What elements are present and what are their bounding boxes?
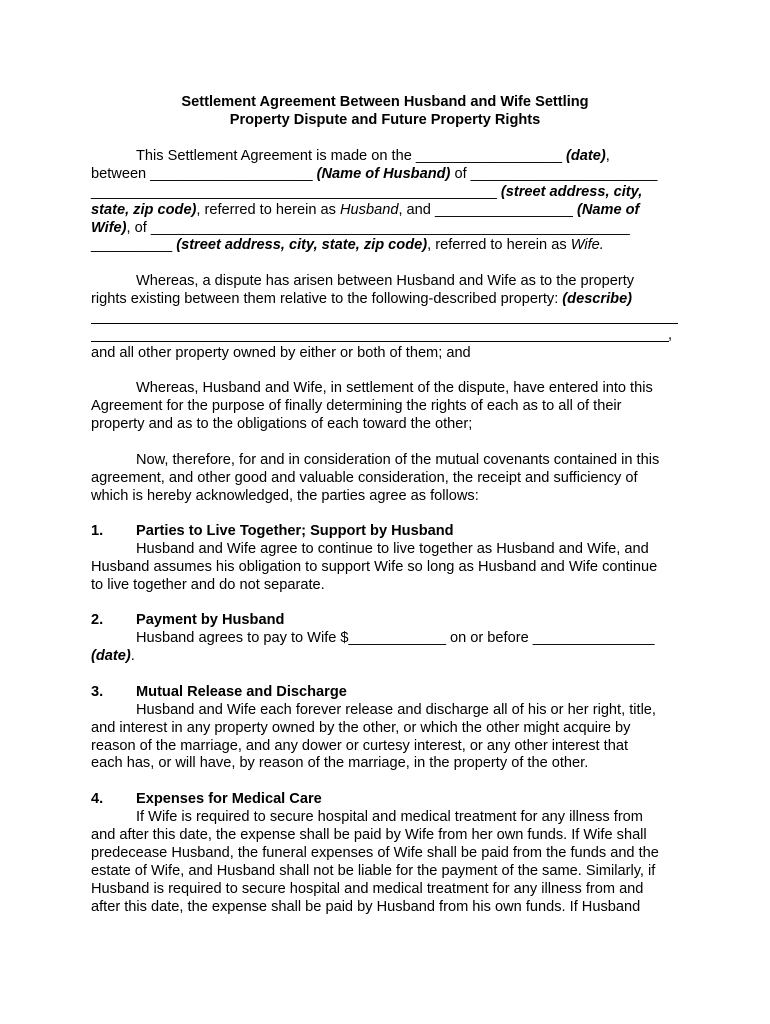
section-4-number: 4. [91,791,104,807]
section-4-heading: Expenses for Medical Care [136,791,322,807]
whereas2-line-3: property and as to the obligations of each toward the other; [91,416,473,432]
section-4-line-5: Husband is required to secure hospital and medical treatment for any illness from and [91,881,644,897]
section-2-line-1: Husband agrees to pay to Wife $____________ on or before _______________ [136,630,655,646]
blank-rule-2 [91,341,669,342]
now-line-1: Now, therefore, for and in consideration of the mutual covenants contained in this [136,452,660,468]
intro-line-6: __________ (street address, city, state, zip code), referred to herein as Wife. [91,237,604,253]
section-3-heading: Mutual Release and Discharge [136,684,347,700]
section-2-line-2: (date). [91,648,135,664]
section-3-line-1: Husband and Wife each forever release and discharge all of his or her right, title, [136,702,656,718]
section-4-line-6: after this date, the expense shall be paid by Husband from his own funds. If Husband [91,899,641,915]
title-line-2: Property Dispute and Future Property Rights [229,112,541,128]
title-line-1: Settlement Agreement Between Husband and Wife Settling [181,94,589,110]
section-1-line-1: Husband and Wife agree to continue to live together as Husband and Wife, and [136,541,649,557]
section-1-number: 1. [91,523,104,539]
section-3-number: 3. [91,684,104,700]
section-2-number: 2. [91,612,104,628]
section-3-line-2: and interest in any property owned by the other, or which the other might acquire by [91,720,631,736]
intro-line-5: Wife), of ___________________________________________________________ [91,220,630,236]
intro-line-1: This Settlement Agreement is made on the __________________ (date), [136,148,610,164]
whereas1-line-1: Whereas, a dispute has arisen between Husband and Wife as to the property [136,273,635,289]
section-1-line-3: to live together and do not separate. [91,577,325,593]
section-4-line-3: predecease Husband, the funeral expenses of Wife shall be paid from the funds and the [91,845,659,861]
section-4-line-4: estate of Wife, and Husband shall not be liable for the payment of the same. Similarly, if [91,863,656,879]
section-4-line-1: If Wife is required to secure hospital and medical treatment for any illness from [136,809,643,825]
now-line-3: which is hereby acknowledged, the parties agree as follows: [91,488,479,504]
section-3-line-3: reason of the marriage, and any dower or curtesy interest, or any other interest that [91,738,629,754]
intro-line-3: __________________________________________________ (street address, city, [91,184,643,200]
whereas2-line-2: Agreement for the purpose of finally determining the rights of each as to all of their [91,398,622,414]
rule-comma: , [668,327,673,343]
intro-line-2: between ____________________ (Name of Husband) of _______________________ [91,166,658,182]
intro-line-4: state, zip code), referred to herein as Husband, and _________________ (Name of [91,202,640,218]
section-1-heading: Parties to Live Together; Support by Husband [136,523,454,539]
now-line-2: agreement, and other good and valuable consideration, the receipt and sufficiency of [91,470,638,486]
section-2-heading: Payment by Husband [136,612,285,628]
section-3-line-4: each has, or will have, by reason of the marriage, in the property of the other. [91,755,589,771]
blank-rule-1 [91,323,678,324]
whereas2-line-1: Whereas, Husband and Wife, in settlement of the dispute, have entered into this [136,380,653,396]
section-4-line-2: and after this date, the expense shall be paid by Wife from her own funds. If Wife shall [91,827,647,843]
section-1-line-2: Husband assumes his obligation to support Wife so long as Husband and Wife continue [91,559,658,575]
whereas1-line-3: and all other property owned by either or both of them; and [91,345,471,361]
whereas1-line-2: rights existing between them relative to the following-described property: (describe) [91,291,633,307]
